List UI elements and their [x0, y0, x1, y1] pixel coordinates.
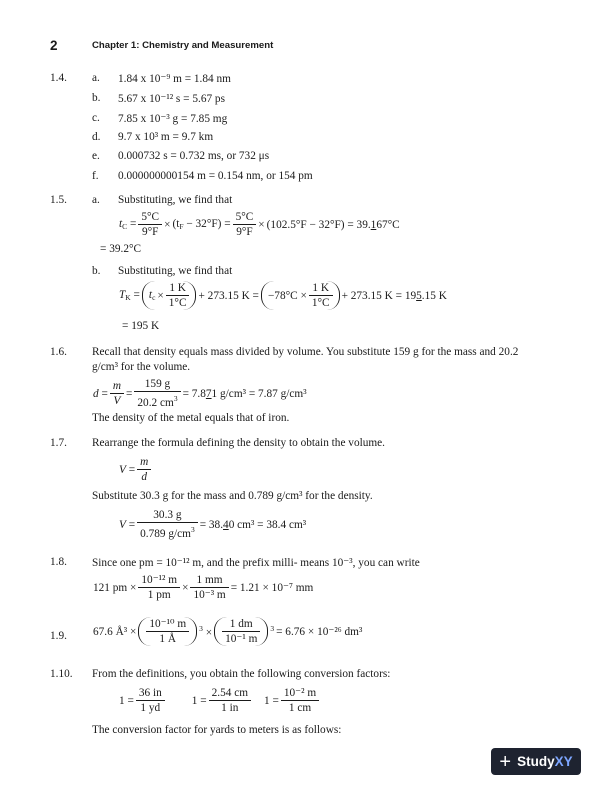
problem-number: 1.5.	[50, 194, 67, 206]
paragraph: Recall that density equals mass divided by volume. You substitute 159 g for the mass and 20.2	[92, 346, 519, 358]
conversion-factors: 1 = $\frac{36 in}{1 yd}$ 1 = $\frac{2.54 cm}{1 in}$ 1 = $\frac{\text{10⁻² m}}{1 cm}$	[118, 686, 320, 715]
paragraph: From the definitions, you obtain the following conversion factors:	[92, 668, 391, 680]
paragraph: Since one pm = 10⁻¹² m, and the prefix milli- means 10⁻³, you can write	[92, 557, 420, 569]
tc-equation: $t_C$ = $\frac{5^\circ C}{9^\circ F}$ × $(t_F - 32^\circ F)$ = $\frac{5^\circ C}{9^\circ F}$ × (102.5°F − 32°F) = 39.167°C	[119, 211, 400, 238]
item-label: e.	[92, 150, 100, 162]
conversion-equation: 121 pm × $\frac{\text{10⁻¹² m}}{1 pm}$ × $\frac{1 mm}{\text{10⁻³ m}}$ = 1.21 × 10⁻⁷ mm	[93, 574, 314, 601]
studyxy-logo[interactable]	[491, 748, 581, 775]
tk-result: = 195 K	[122, 320, 160, 332]
problem-number: 1.4.	[50, 72, 67, 84]
item-text: 7.85 x 10⁻³ g = 7.85 mg	[118, 113, 228, 125]
chapter-title: Chapter 1: Chemistry and Measurement	[92, 40, 274, 51]
volume-equation: V = $\frac{30.3 g}{0.789 g/cm^3}$ = 38.40 cm³ = 38.4 cm³	[119, 509, 307, 540]
item-text: 0.000000000154 m = 0.154 nm, or 154 pm	[118, 170, 313, 182]
paragraph: Substitute 30.3 g for the mass and 0.789 g/cm³ for the density.	[92, 490, 373, 502]
item-text: 0.000732 s = 0.732 ms, or 732 μs	[118, 150, 270, 162]
density-equation: d = $\frac{m}{V}$ = $\frac{159 g}{20.2 cm^3}$ = 7.871 g/cm³ = 7.87 g/cm³	[93, 378, 307, 409]
item-label: d.	[92, 131, 101, 143]
item-label: c.	[92, 112, 100, 124]
page-number: 2	[50, 38, 58, 53]
problem-number: 1.8.	[50, 556, 67, 568]
item-text: 1.84 x 10⁻⁹ m = 1.84 nm	[118, 73, 231, 85]
item-label: b.	[92, 265, 101, 277]
brand-xy: XY	[554, 754, 573, 769]
tk-equation: $T_K$ = $t_c$ × $\frac{1 K}{1^\circ C}$ + 273.15 K = −78°C × $\frac{1 K}{1^\circ C}$ + 273.15 K = 195.15 K	[119, 282, 447, 309]
item-text: 9.7 x 10³ m = 9.7 km	[118, 131, 214, 143]
item-label: f.	[92, 170, 99, 182]
paragraph: The density of the metal equals that of iron.	[92, 412, 290, 424]
paragraph: Rearrange the formula defining the density to obtain the volume.	[92, 437, 386, 449]
problem-number: 1.7.	[50, 437, 67, 449]
paragraph: g/cm³ for the volume.	[92, 361, 191, 373]
plus-icon: +	[499, 750, 512, 773]
brand-study: Study	[517, 754, 555, 769]
item-label: a.	[92, 72, 100, 84]
item-text: 5.67 x 10⁻¹² s = 5.67 ps	[118, 93, 225, 105]
paragraph: The conversion factor for yards to meters is as follows:	[92, 724, 342, 736]
item-text: Substituting, we find that	[118, 194, 233, 206]
problem-number: 1.9.	[50, 630, 67, 642]
volume-conversion-equation: 67.6 Å³ × $\frac{\text{10⁻¹⁰ m}}{1 Å}$ $^3$ × $\frac{1 dm}{\text{10⁻¹ m}}$ $^3$ = 6.76 × 10⁻²⁶ dm³	[93, 618, 363, 645]
volume-formula: V = $\frac{m}{d}$	[118, 455, 152, 484]
problem-number: 1.6.	[50, 346, 67, 358]
item-text: Substituting, we find that	[118, 265, 233, 277]
tc-result: = 39.2°C	[100, 243, 142, 255]
problem-number: 1.10.	[50, 668, 73, 680]
item-label: b.	[92, 92, 101, 104]
item-label: a.	[92, 194, 100, 206]
